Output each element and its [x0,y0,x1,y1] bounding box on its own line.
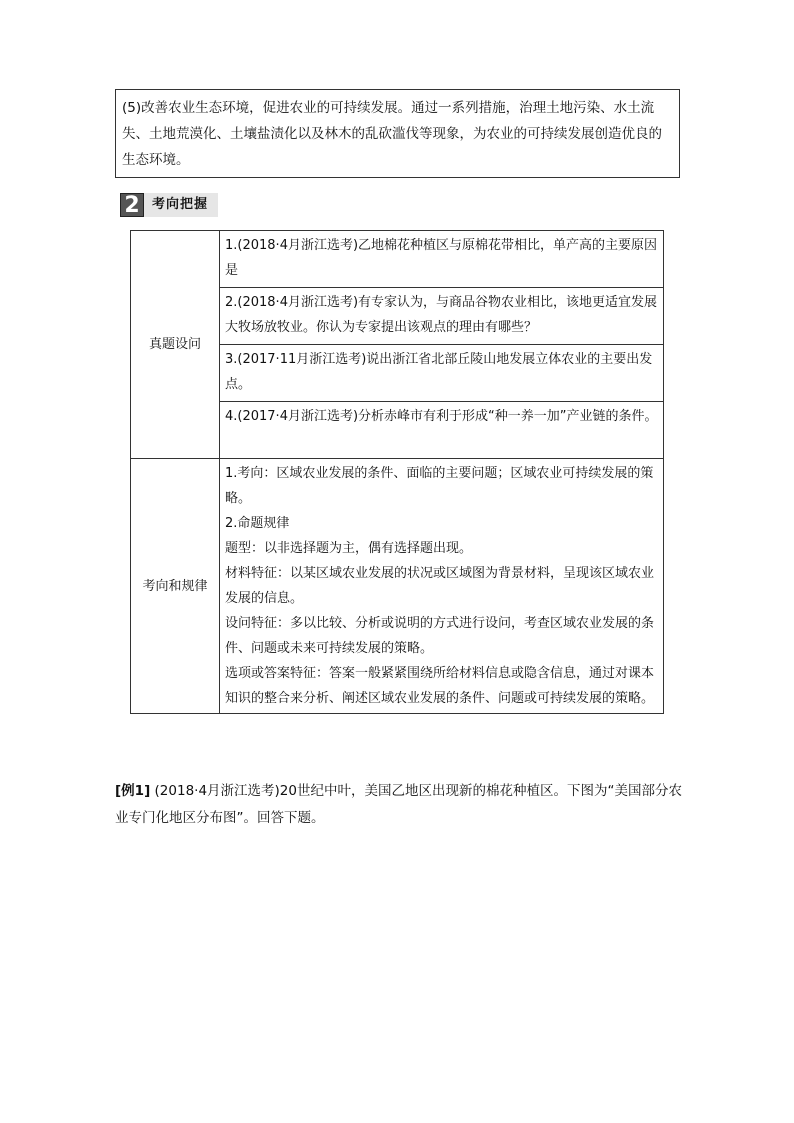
intro-text: (5)改善农业生态环境，促进农业的可持续发展。通过一系列措施，治理土地污染、水土流失、土地荒漠化、土壤盐渍化以及林木的乱砍滥伐等现象，为农业的可持续发展创造优良的生态环境。 [122,100,662,168]
question-2: 2.(2018·4月浙江选考)有专家认为，与商品谷物农业相比，该地更适宜发展大牧场放牧业。你认为专家提出该观点的理由有哪些？ [220,288,664,345]
section-title: 考向把握 [144,193,218,217]
rule-line: 题型：以非选择题为主，偶有选择题出现。 [225,541,473,556]
questions-label: 真题设问 [131,231,220,459]
rule-line: 设问特征：多以比较、分析或说明的方式进行设问，考查区域农业发展的条件、问题或未来可持续发展的策略。 [225,616,655,656]
section-heading [120,193,218,217]
rule-line: 1.考向：区域农业发展的条件、面临的主要问题；区域农业可持续发展的策略。 [225,466,654,506]
intro-box [115,89,680,178]
table-row [131,231,664,288]
rule-line: 材料特征：以某区域农业发展的状况或区域图为背景材料，呈现该区域农业发展的信息。 [225,566,655,606]
rule-line: 2.命题规律 [225,516,290,531]
rules-cell [220,459,664,714]
rules-label: 考向和规律 [131,459,220,714]
exam-table [130,230,664,714]
example-paragraph [115,778,685,832]
example-tag: [例1] [115,783,151,799]
question-3: 3.(2017·11月浙江选考)说出浙江省北部丘陵山地发展立体农业的主要出发点。 [220,345,664,402]
question-1: 1.(2018·4月浙江选考)乙地棉花种植区与原棉花带相比，单产高的主要原因是 [220,231,664,288]
rule-line: 选项或答案特征：答案一般紧紧围绕所给材料信息或隐含信息，通过对课本知识的整合来分析、阐述区域农业发展的条件、问题或可持续发展的策略。 [225,666,655,706]
example-text: (2018·4月浙江选考)20世纪中叶，美国乙地区出现新的棉花种植区。下图为“美国部分农业专门化地区分布图”。回答下题。 [115,783,682,826]
question-4: 4.(2017·4月浙江选考)分析赤峰市有利于形成“种一养一加”产业链的条件。 [220,402,664,459]
section-number: 2 [120,193,144,217]
table-row [131,459,664,714]
